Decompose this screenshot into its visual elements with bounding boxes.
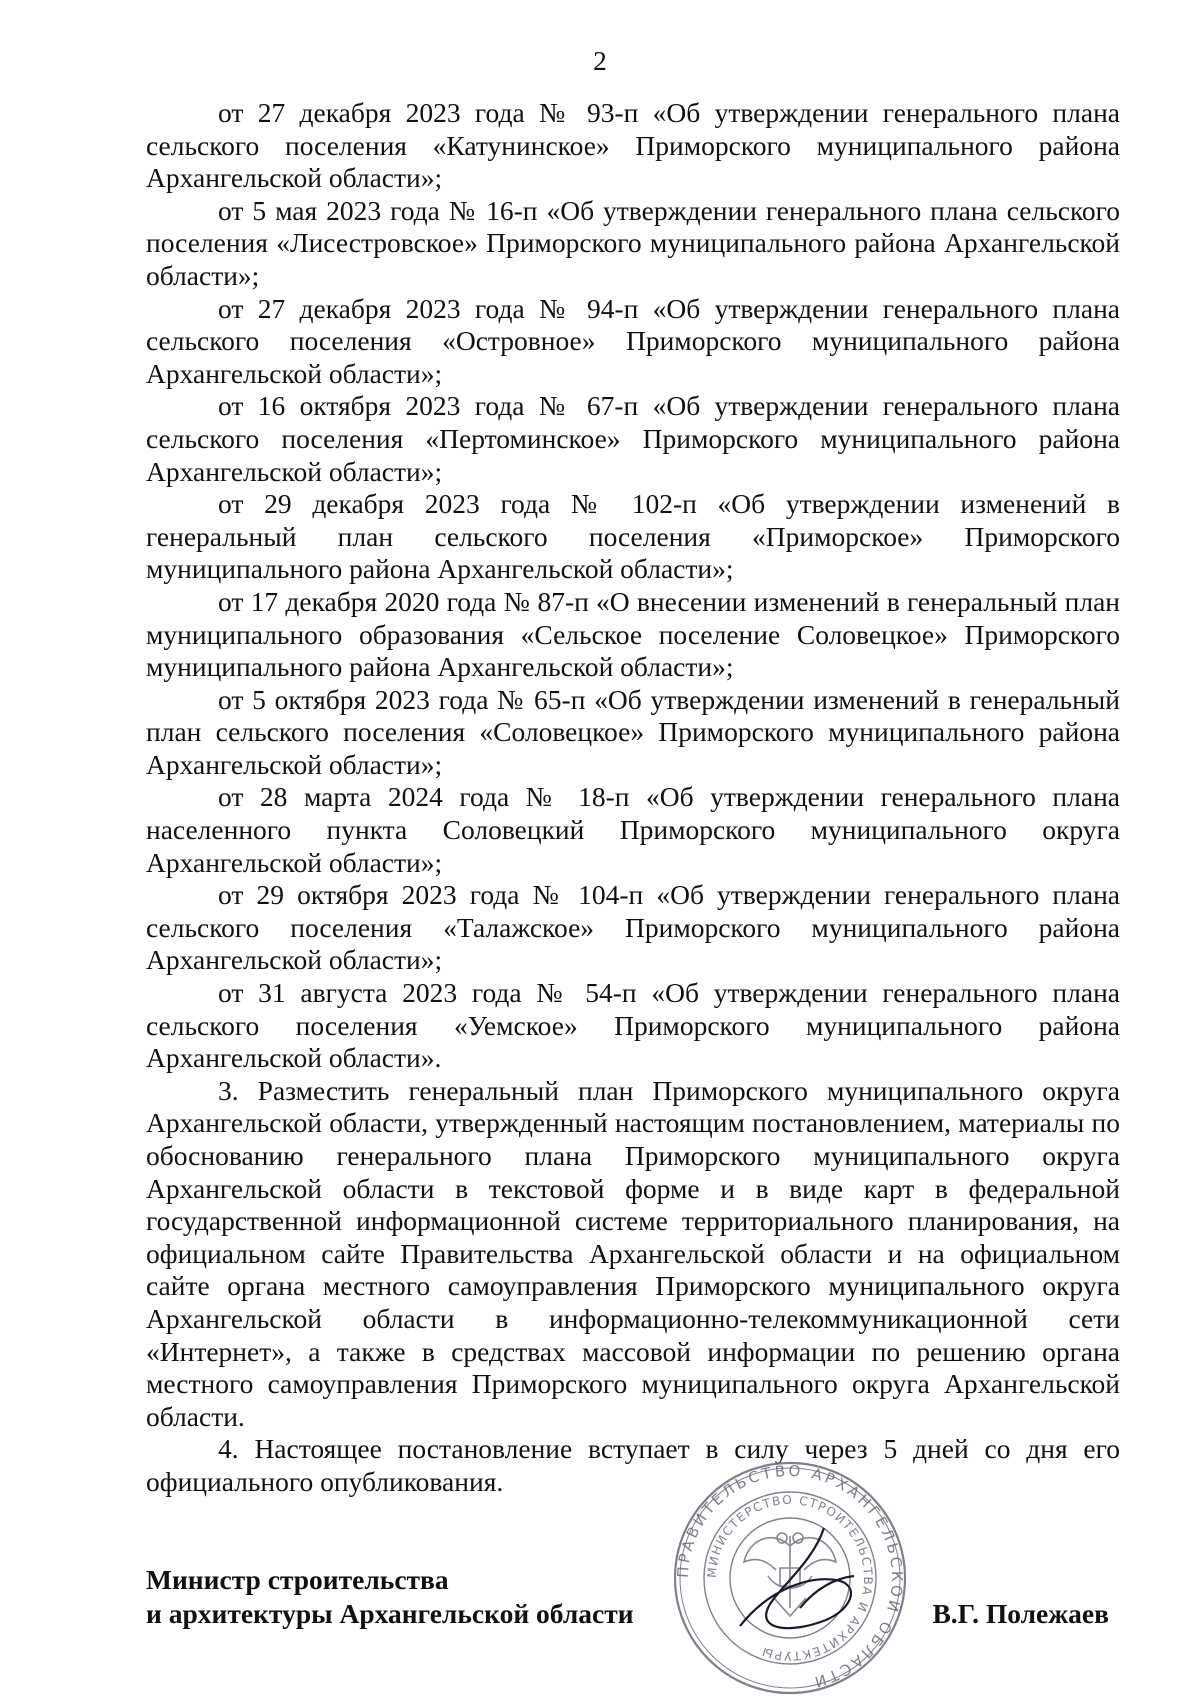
paragraph-primorskoe: от 29 декабря 2023 года № 102-п «Об утверждении изменений в генеральный план сельского поселения «Приморское» Приморского муниципального района Архангельской области»; <box>146 488 1120 585</box>
document-body <box>146 97 1120 1499</box>
paragraph-talazhskoe: от 29 октября 2023 года № 104-п «Об утверждении генерального плана сельского поселения «Талажское» Приморского муниципального района Архангельской области»; <box>146 879 1120 976</box>
paragraph-lisestrovskoe: от 5 мая 2023 года № 16-п «Об утверждении генерального плана сельского поселения «Лисестровское» Приморского муниципального района Архангельской области»; <box>146 194 1120 291</box>
signatory-title-line1: Министр строительства <box>146 1564 449 1595</box>
page-number: 2 <box>593 46 607 76</box>
paragraph-solovetskoe-2023: от 5 октября 2023 года № 65-п «Об утверждении изменений в генеральный план сельского поселения «Соловецкое» Приморского муниципального района Архангельской области»; <box>146 683 1120 780</box>
paragraph-solovetsky: от 28 марта 2024 года № 18-п «Об утверждении генерального плана населенного пункта Соловецкий Приморского муниципального округа Архангельской области»; <box>146 781 1120 878</box>
clause-4-effective-date: 4. Настоящее постановление вступает в силу через 5 дней со дня его официального опубликования. <box>146 1433 1120 1497</box>
paragraph-pertominskoe: от 16 октября 2023 года № 67-п «Об утверждении генерального плана сельского поселения «Пертоминское» Приморского муниципального района Архангельской области»; <box>146 390 1120 487</box>
seal-outer-text: ПРАВИТЕЛЬСТВО АРХАНГЕЛЬСКОЙ ОБЛАСТИ <box>673 1461 907 1692</box>
seal-inner-text: МИНИСТЕРСТВО СТРОИТЕЛЬСТВА И АРХИТЕКТУРЫ <box>704 1492 876 1664</box>
clause-3-publication: 3. Разместить генеральный план Приморского муниципального округа Архангельской области, утвержденный настоящим постановлением, материалы по обоснованию генерального плана Приморского муниципального округа Архангельской области в текстовой форме и в виде карт в федеральной государственной информационной системе территориального планирования, на официальном сайте Правительства Архангельской области и на официальном сайте органа местного самоуправления Приморского муниципального округа Архангельской области в информационно-телекоммуникационной сети «Интернет», а также в средствах массовой информации по решению органа местного самоуправления Приморского муниципального округа Архангельской области. <box>146 1074 1120 1432</box>
signature-block <box>146 1563 1120 1631</box>
paragraph-ostrovnoe: от 27 декабря 2023 года № 94-п «Об утверждении генерального плана сельского поселения «Островное» Приморского муниципального района Архангельской области»; <box>146 292 1120 389</box>
paragraph-uemskoe: от 31 августа 2023 года № 54-п «Об утверждении генерального плана сельского поселения «Уемское» Приморского муниципального района Архангельской области». <box>146 977 1120 1074</box>
signatory-title-line2: и архитектуры Архангельской области <box>146 1598 634 1629</box>
paragraph-solovetskoe-2020: от 17 декабря 2020 года № 87-п «О внесении изменений в генеральный план муниципального образования «Сельское поселение Соловецкое» Приморского муниципального района Архангельской области»; <box>146 585 1120 683</box>
signatory-name: В.Г. Полежаев <box>932 1598 1109 1629</box>
paragraph-katuninskoe: от 27 декабря 2023 года № 93-п «Об утверждении генерального плана сельского поселения «Катунинское» Приморского муниципального района Архангельской области»; <box>146 97 1120 194</box>
